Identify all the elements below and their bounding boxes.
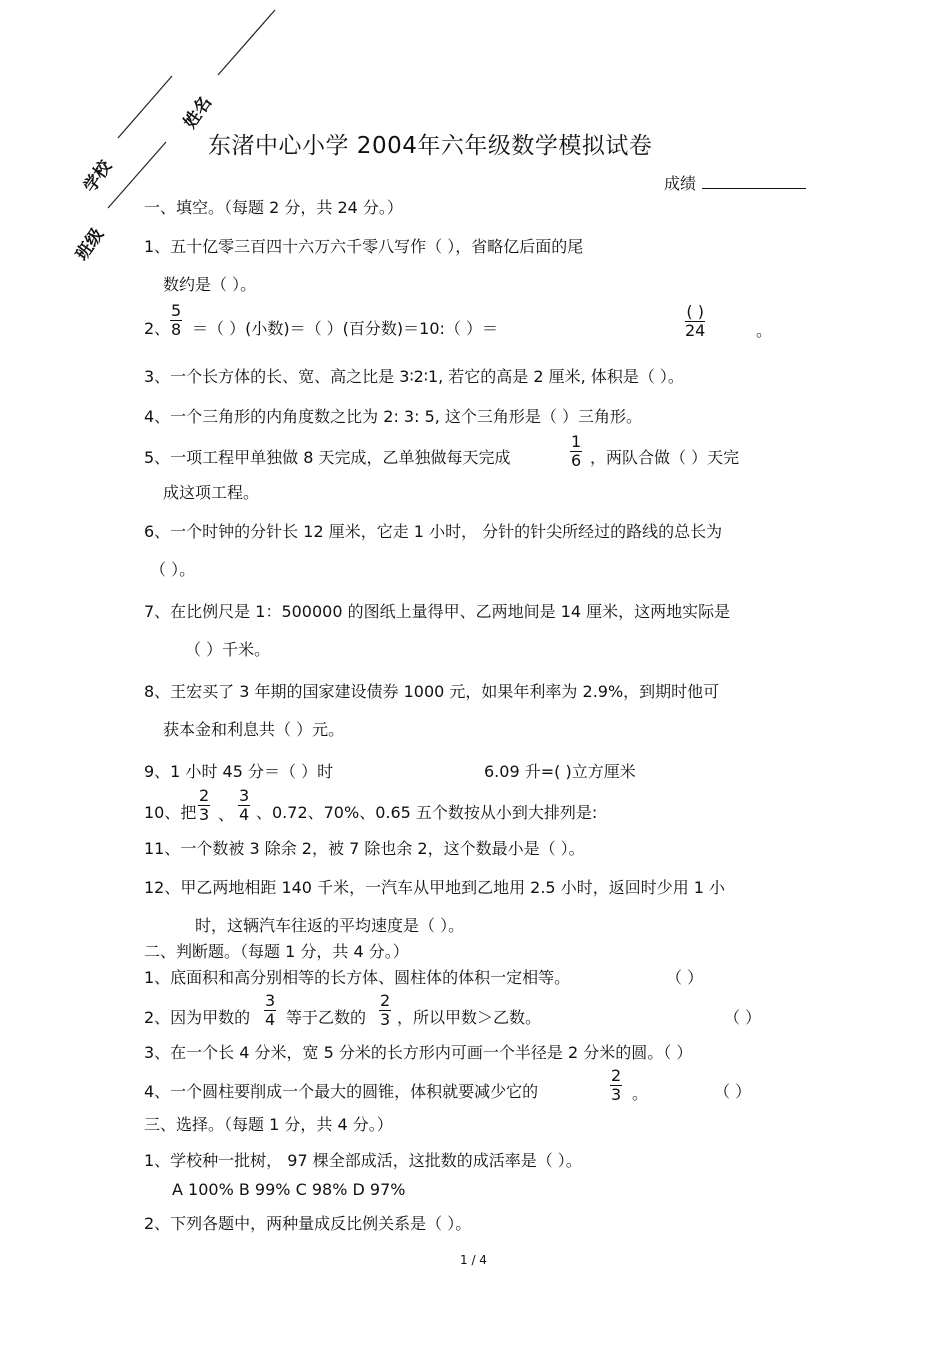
q10-rest: 、0.72、70%、0.65 五个数按从小到大排列是:: [256, 803, 598, 822]
judge1: 1、底面积和高分别相等的长方体、圆柱体的体积一定相等。: [144, 968, 571, 987]
judge2-answer-paren: （ ）: [724, 1008, 762, 1027]
q12-line2: 时，这辆汽车往返的平均速度是（ ）。: [195, 916, 465, 935]
fraction-numerator: 1: [571, 432, 582, 451]
q2-middle: ＝（ ）(小数)＝（ ）(百分数)＝10:（ ）＝: [192, 319, 498, 338]
section1-heading: 一、填空。（每题 2 分，共 24 分。）: [144, 198, 403, 217]
q11: 11、一个数被 3 除余 2，被 7 除也余 2，这个数最小是（ ）。: [144, 839, 585, 858]
choice1-options: A 100% B 99% C 98% D 97%: [172, 1180, 406, 1199]
fraction-denominator: 6: [571, 451, 582, 470]
fraction-denominator: 3: [611, 1085, 622, 1104]
q2-fraction-blank-24: [685, 303, 705, 340]
judge4-part1: 4、一个圆柱要削成一个最大的圆锥，体积就要减少它的: [144, 1082, 539, 1101]
fraction-denominator: 3: [199, 805, 210, 824]
q4: 4、一个三角形的内角度数之比为 2: 3: 5, 这个三角形是（ ）三角形。: [144, 407, 643, 426]
q5-part2: ，两队合做（ ）天完: [590, 448, 740, 467]
judge2-fraction-2-3: [379, 992, 391, 1029]
q9-part2: 6.09 升=( )立方厘米: [484, 762, 636, 781]
q2-prefix: 2、: [144, 319, 171, 338]
q6-line2: （ ）。: [150, 560, 196, 579]
q7-line1: 7、在比例尺是 1：500000 的图纸上量得甲、乙两地间是 14 厘米，这两地实际是: [144, 602, 731, 621]
q8-line2: 获本金和利息共（ ）元。: [163, 720, 345, 739]
score-label: 成绩: [664, 174, 697, 193]
section3-heading: 三、选择。（每题 1 分，共 4 分。）: [144, 1115, 393, 1134]
seal-school: 学校: [80, 157, 116, 197]
judge2-part2: 等于乙数的: [286, 1008, 367, 1027]
judge4-answer-paren: （ ）: [714, 1082, 752, 1101]
fraction-numerator: 2: [611, 1066, 622, 1085]
q8-line1: 8、王宏买了 3 年期的国家建设债券 1000 元，如果年利率为 2.9%，到期时他可: [144, 682, 720, 701]
q1-line2: 数约是（ ）。: [163, 275, 257, 294]
fraction-denominator: 8: [171, 320, 182, 339]
q3: 3、一个长方体的长、宽、高之比是 3∶2∶1, 若它的高是 2 厘米, 体积是（ ）。: [144, 367, 684, 386]
q12-line1: 12、甲乙两地相距 140 千米，一汽车从甲地到乙地用 2.5 小时，返回时少用 1 小: [144, 878, 726, 897]
fraction-numerator: 2: [380, 991, 391, 1010]
seal-name: 姓名: [180, 93, 216, 133]
fraction-numerator: ( ): [686, 302, 704, 321]
q10-fraction-3-4: [238, 787, 250, 824]
q5-part3: 成这项工程。: [163, 483, 260, 502]
fraction-numerator: 5: [171, 301, 182, 320]
score-blank-line: [702, 188, 806, 189]
q2-fraction-5-8: [170, 302, 182, 339]
q5-part1: 5、一项工程甲单独做 8 天完成，乙单独做每天完成: [144, 448, 511, 467]
q5-fraction-1-6: [570, 433, 582, 470]
judge2-part1: 2、因为甲数的: [144, 1008, 251, 1027]
judge4-part2: 。: [632, 1084, 649, 1103]
fraction-denominator: 4: [239, 805, 250, 824]
choice2: 2、下列各题中，两种量成反比例关系是（ ）。: [144, 1214, 472, 1233]
fraction-denominator: 24: [685, 321, 706, 340]
section2-heading: 二、判断题。（每题 1 分，共 4 分。）: [144, 942, 409, 961]
fraction-denominator: 3: [380, 1010, 391, 1029]
q9-part1: 9、1 小时 45 分＝（ ）时: [144, 762, 334, 781]
judge2-part3: ，所以甲数＞乙数。: [397, 1008, 542, 1027]
judge3: 3、在一个长 4 分米，宽 5 分米的长方形内可画一个半径是 2 分米的圆。（ ）: [144, 1043, 693, 1062]
judge4-fraction-2-3: [610, 1067, 622, 1104]
q7-line2: （ ）千米。: [185, 640, 271, 659]
q10-fraction-2-3: [198, 787, 210, 824]
q10-prefix: 10、把: [144, 803, 197, 822]
fraction-numerator: 3: [265, 991, 276, 1010]
judge1-answer-paren: （ ）: [666, 968, 704, 987]
page-title: 东渚中心小学 2004年六年级数学模拟试卷: [208, 133, 653, 159]
judge2-fraction-3-4: [264, 992, 276, 1029]
fraction-numerator: 3: [239, 786, 250, 805]
page-number: 1 / 4: [460, 1253, 487, 1267]
fraction-numerator: 2: [199, 786, 210, 805]
seal-class: 班级: [72, 225, 108, 265]
choice1: 1、学校种一批树， 97 棵全部成活，这批数的成活率是（ ）。: [144, 1151, 582, 1170]
q6-line1: 6、一个时钟的分针长 12 厘米，它走 1 小时， 分针的针尖所经过的路线的总长为: [144, 522, 723, 541]
q2-end: 。: [756, 321, 773, 340]
q10-separator: 、: [218, 805, 235, 824]
q1-line1: 1、五十亿零三百四十六万六千零八写作（ ），省略亿后面的尾: [144, 237, 584, 256]
fraction-denominator: 4: [265, 1010, 276, 1029]
